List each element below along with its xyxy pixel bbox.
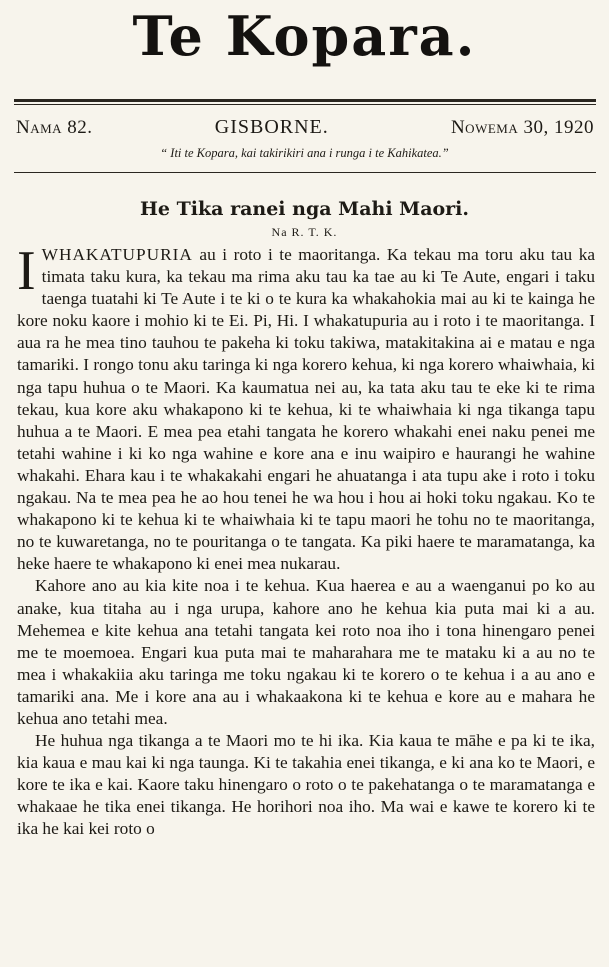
issue-line: [16, 116, 594, 139]
issue-date: Nowema 30, 1920: [450, 117, 594, 138]
drop-cap: I: [17, 240, 36, 302]
paragraph-text: au i roto i te maoritanga. Ka tekau ma toru aku tau ka timata taku kura, ka tekau ma rima aku tau ka tae au ki Te Aute, engari i taku taenga tuatahi ki Te Aute i te ki o te kura ka whakahokia mai au ki te kainga he kore noku kaore i mohio ki te Ei. Pi, Hi. I whakatupuria au i roto i te maoritanga. I aua ra he mea tino tauhou te pakeha ki toku takiwa, matakitakina ai e matau e nga tamariki. I rongo tonu aku taringa ki nga korero kehua, ki nga korero whaiwhaia, ki nga tapu huhua o te Maori. Ka kaumatua nei au, ka tata aku tau te eke ki te rima tekau, kua kore aku whakapono ki te kehua, ki te whaiwhaia ki nga tikanga tapu huhua a te Maori. E mea pea etahi tangata he korero whakahi enei naku penei me tetahi wahine i ki ko nga wahine e kore ana e inu waipiro e haurangi he wahine whakahi. Ehara kau i te whakakahi engari he ahuatanga i ata tupu ake i roto i toku ngakau. Na te mea pea he ao hou tenei he wa hou i hou ai hoki toku ngakau. Ko te whakapono ki te kehua ki te whaiwhaia ki te tapu maori he tohu no te maoritanga, no te kuwaretanga, no te pouritanga o te tangata. Ka piki haere te maramatanga, ka heke haere te whakapono ki enei mea nukarau.: [17, 245, 596, 574]
article-body: [17, 240, 596, 841]
issue-place: GISBORNE.: [214, 116, 329, 138]
article-paragraph: He huhua nga tikanga a te Maori mo te hi ika. Kia kaua te māhe e pa ki te ika, kia kaua e mau kai ki nga taunga. Ki te takahia enei tikanga, e ki ana ko te Maori, e kore te ika e kai. Kaore taku hinengaro o roto o te pakehatanga o te maramatanga e whakaae he tika enei tikanga. He horihori noa iho. Ma wai e kawe te korero ki te ika he kai kei roto o: [17, 731, 595, 839]
article-paragraph: [17, 240, 596, 575]
header-divider: [14, 172, 596, 173]
issue-number: Nama 82.: [16, 117, 93, 138]
masthead-title: Te Kopara.: [132, 4, 477, 68]
motto: “ Iti te Kopara, kai takirikiri ana i runga i te Kahikatea.”: [160, 146, 449, 160]
article-byline: Na R. T. K.: [271, 225, 338, 239]
article-title: He Tika ranei nga Mahi Maori.: [139, 198, 470, 220]
lead-word: WHAKATUPURIA: [41, 245, 193, 264]
masthead-rule-thin: [14, 104, 596, 105]
article-paragraph: Kahore ano au kia kite noa i te kehua. Kua haerea e au a waenganui po ko au anake, kua titaha au i nga urupa, kahore ano he kehua kia puta mai ki a au. Mehemea e kite kehua ana tetahi tangata kei roto noa iho i tona hinengaro penei me te moemoea. Engari kua puta mai te maharahara me te mataku ki a au no te mea i whakakiia aku taringa me toku ngakau ki te korero o te kehua i a au ano e tamariki ana. Me i kore ana au i whakaakona ki te kehua e kore au e mahara he kehua ano tetahi mea.: [17, 576, 595, 728]
masthead-rule-thick: [14, 99, 596, 102]
